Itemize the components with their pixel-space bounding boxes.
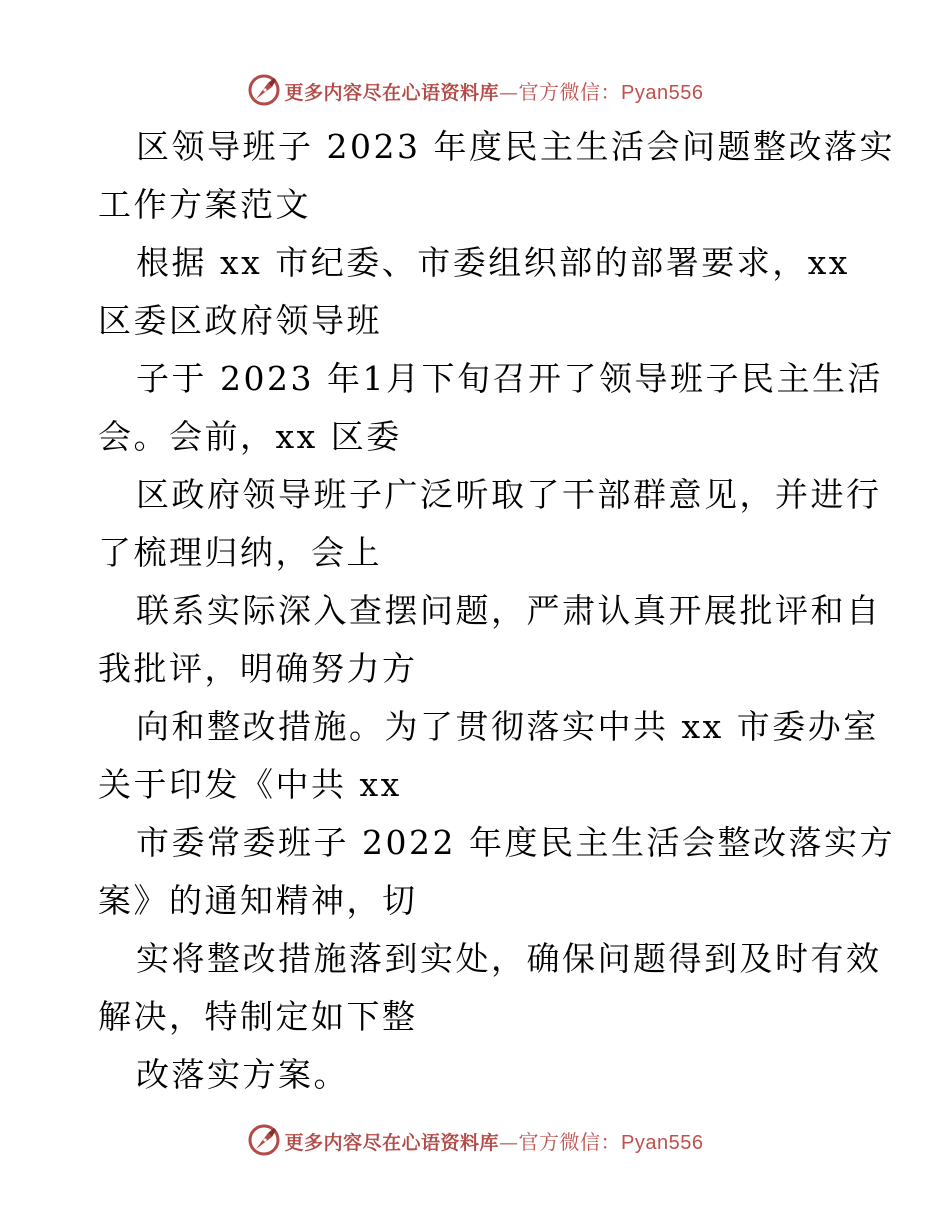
- header-promo: 更多内容尽在心语资料库: [284, 81, 500, 104]
- title-line-2: 工作方案范文: [98, 185, 311, 224]
- paragraph-line: 实将整改措施落到实处，确保问题得到及时有效: [136, 939, 882, 978]
- pen-nib-logo-icon: [247, 73, 281, 107]
- footer-banner: [0, 1120, 950, 1160]
- pen-nib-logo-icon: [247, 1123, 281, 1157]
- paragraph-line: 子于 2023 年1月下旬召开了领导班子民主生活: [136, 359, 883, 398]
- paragraph-line: 我批评，明确努力方: [98, 649, 418, 688]
- header-separator: —: [499, 81, 519, 104]
- document-body: [98, 118, 895, 1104]
- header-wechat: 官方微信：Pyan556: [518, 81, 704, 104]
- paragraph-line: 案》的通知精神，切: [98, 881, 418, 920]
- paragraph-line: 区政府领导班子广泛听取了干部群意见，并进行: [136, 475, 882, 514]
- paragraph-line: 根据 xx 市纪委、市委组织部的部署要求，xx: [136, 243, 850, 282]
- paragraph-line: 联系实际深入查摆问题，严肃认真开展批评和自: [136, 591, 882, 630]
- paragraph-line: 会。会前，xx 区委: [98, 417, 402, 456]
- paragraph-line: 区委区政府领导班: [98, 301, 382, 340]
- footer-separator: —: [499, 1131, 519, 1154]
- paragraph-line: 向和整改措施。为了贯彻落实中共 xx 市委办室: [136, 707, 879, 746]
- paragraph-line: 改落实方案。: [136, 1055, 349, 1094]
- paragraph-line: 了梳理归纳，会上: [98, 533, 382, 572]
- paragraph-line: 解决，特制定如下整: [98, 997, 418, 1036]
- paragraph-line: 关于印发《中共 xx: [98, 765, 402, 804]
- header-banner: [0, 70, 950, 110]
- header-text: [285, 76, 704, 105]
- paragraph-line: 市委常委班子 2022 年度民主生活会整改落实方: [136, 823, 895, 862]
- footer-wechat: 官方微信：Pyan556: [518, 1131, 704, 1154]
- footer-promo: 更多内容尽在心语资料库: [284, 1131, 500, 1154]
- footer-text: [285, 1126, 704, 1155]
- title-line-1: 区领导班子 2023 年度民主生活会问题整改落实: [136, 127, 895, 166]
